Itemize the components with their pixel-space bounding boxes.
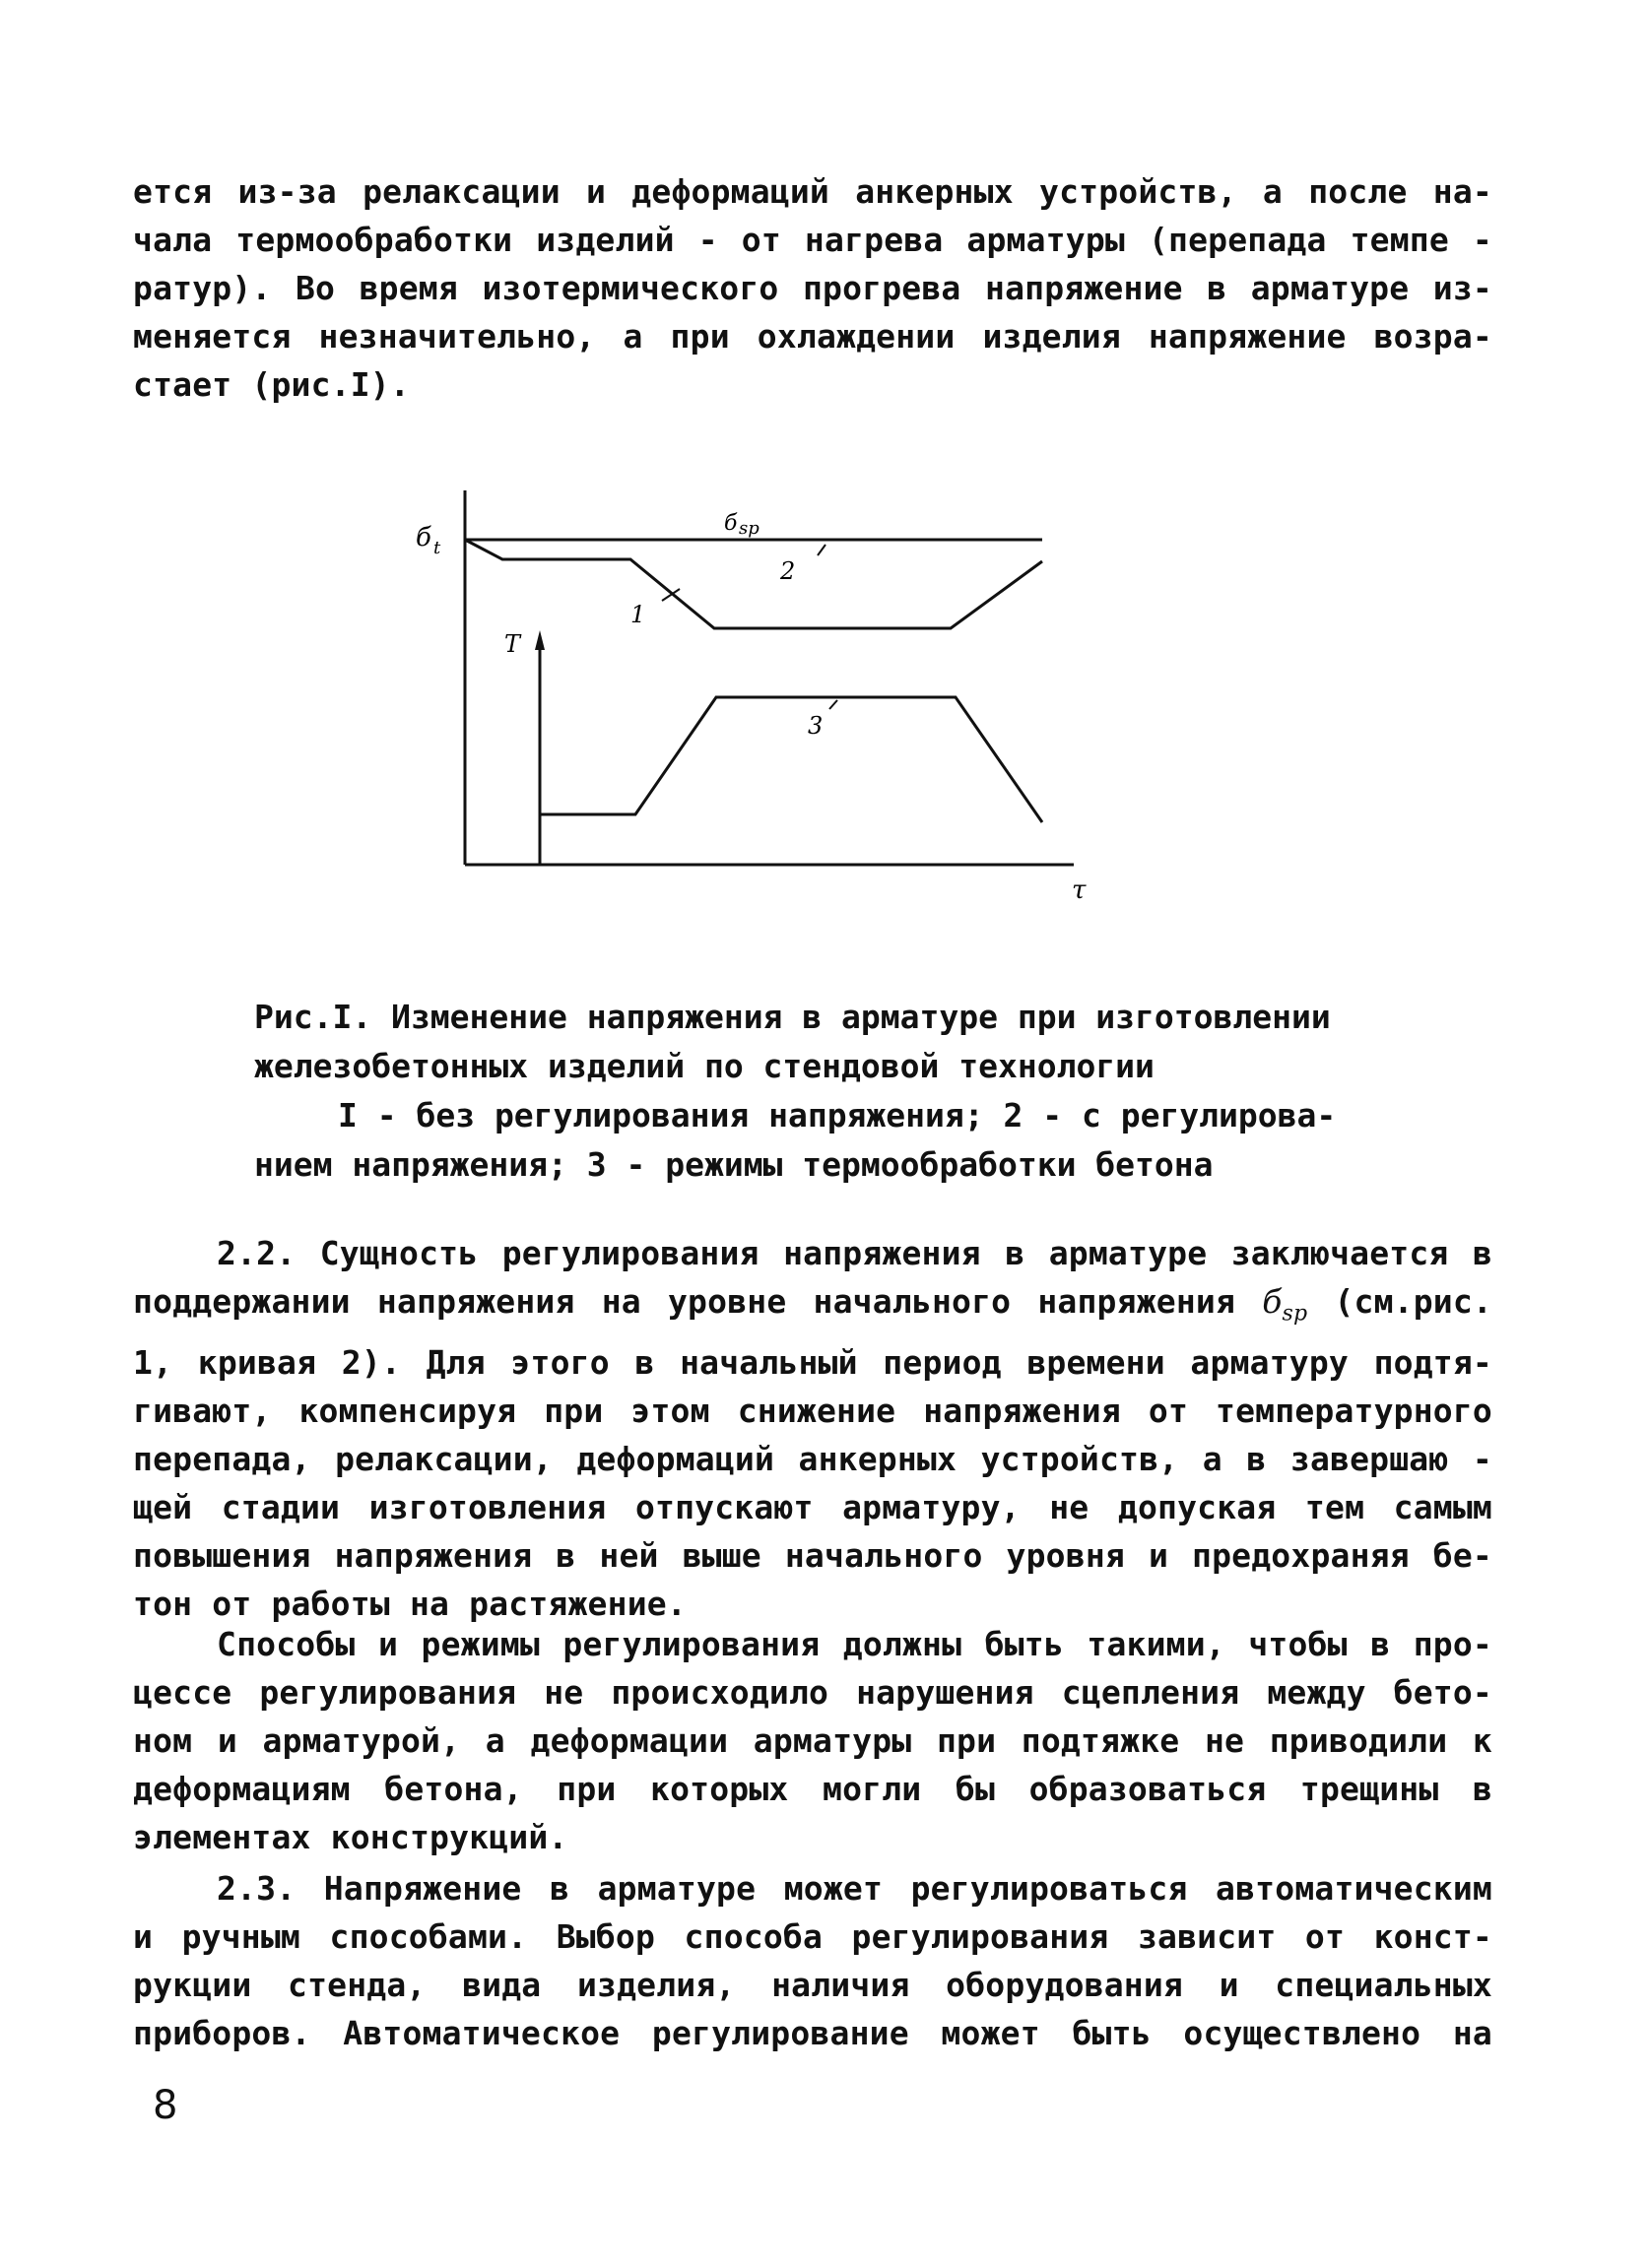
methods-paragraph bbox=[133, 1620, 1492, 1861]
text-line: повышения напряжения в ней выше начального уровня и предохраняя бе- bbox=[133, 1535, 1492, 1575]
text-line: гивают, компенсируя при этом снижение напряжения от температурного bbox=[133, 1391, 1492, 1430]
text-line: ном и арматурой, а деформации арматуры при подтяжке не приводили к bbox=[133, 1721, 1492, 1760]
caption-title: железобетонных изделий по стендовой технологии bbox=[254, 1047, 1155, 1085]
caption-legend: I - без регулирования напряжения; 2 - с регулирова- bbox=[338, 1096, 1337, 1134]
text-line bbox=[133, 1277, 1492, 1338]
stress-diagram bbox=[394, 473, 1103, 906]
sigma-sp-label: б bbox=[724, 511, 738, 536]
section-2-3 bbox=[133, 1864, 1492, 2057]
curve-3 bbox=[540, 697, 1042, 822]
figure-caption bbox=[254, 993, 1336, 1190]
text-line: щей стадии изготовления отпускают арматуру, не допуская тем самым bbox=[133, 1487, 1492, 1526]
caption-legend: нием напряжения; 3 - режимы термообработки бетона bbox=[254, 1145, 1214, 1184]
text-line: деформациям бетона, при которых могли бы образоваться трещины в bbox=[133, 1770, 1492, 1808]
text-line: 2.3. Напряжение в арматуре может регулироваться автоматическим bbox=[217, 1869, 1492, 1908]
x-axis-label: τ bbox=[1072, 875, 1087, 905]
text-line: рукции стенда, вида изделия, наличия оборудования и специальных bbox=[133, 1966, 1492, 2004]
y-axis-label-sub: t bbox=[433, 538, 441, 558]
leader-3 bbox=[829, 700, 837, 709]
text-line: тон от работы на растяжение. bbox=[133, 1584, 687, 1623]
curve-label-1: 1 bbox=[630, 601, 646, 628]
y-axis-label: б bbox=[416, 523, 431, 552]
text-line: меняется незначительно, а при охлаждении изделия напряжение возра- bbox=[133, 317, 1492, 356]
text-segment: поддержании напряжения на уровне начального напряжения bbox=[133, 1282, 1263, 1321]
page-number: 8 bbox=[153, 2083, 178, 2128]
text-line: 1, кривая 2). Для этого в начальный период времени арматуру подтя- bbox=[133, 1342, 1492, 1382]
text-line: 2.2. Сущность регулирования напряжения в арматуре заключается в bbox=[217, 1234, 1492, 1272]
text-line: элементах конструкций. bbox=[133, 1818, 568, 1856]
section-2-2 bbox=[133, 1229, 1492, 1628]
text-line: ется из-за релаксации и деформаций анкерных устройств, а после на- bbox=[133, 172, 1492, 211]
text-segment: (см.рис. bbox=[1307, 1282, 1492, 1321]
text-line: цессе регулирования не происходило нарушения сцепления между бето- bbox=[133, 1673, 1492, 1712]
leader-2 bbox=[818, 545, 826, 555]
text-line: стает (рис.I). bbox=[133, 365, 410, 404]
text-line: Способы и режимы регулирования должны быть такими, чтобы в про- bbox=[217, 1625, 1492, 1663]
text-line: ратур). Во время изотермического прогрева напряжение в арматуре из- bbox=[133, 269, 1492, 307]
curve-label-2: 2 bbox=[780, 557, 796, 585]
text-line: перепада, релаксации, деформаций анкерных устройств, а в завершаю - bbox=[133, 1439, 1492, 1478]
intro-paragraph bbox=[133, 167, 1492, 409]
caption-title: Рис.I. Изменение напряжения в арматуре при изготовлении bbox=[254, 998, 1331, 1036]
text-line: приборов. Автоматическое регулирование может быть осуществлено на bbox=[133, 2014, 1492, 2052]
sigma-sp-symbol: $б_{sp}$ bbox=[1262, 1282, 1308, 1327]
sigma-sp-label-sub: sp bbox=[739, 518, 759, 539]
figure-1 bbox=[394, 473, 1103, 910]
curve-label-3: 3 bbox=[808, 712, 824, 740]
t-axis-label: T bbox=[504, 630, 521, 658]
curve-1 bbox=[465, 540, 1042, 628]
text-line: чала термообработки изделий - от нагрева арматуры (перепада темпе - bbox=[133, 221, 1492, 259]
t-axis-arrow bbox=[535, 630, 545, 650]
text-line: и ручным способами. Выбор способа регулирования зависит от конст- bbox=[133, 1917, 1492, 1956]
